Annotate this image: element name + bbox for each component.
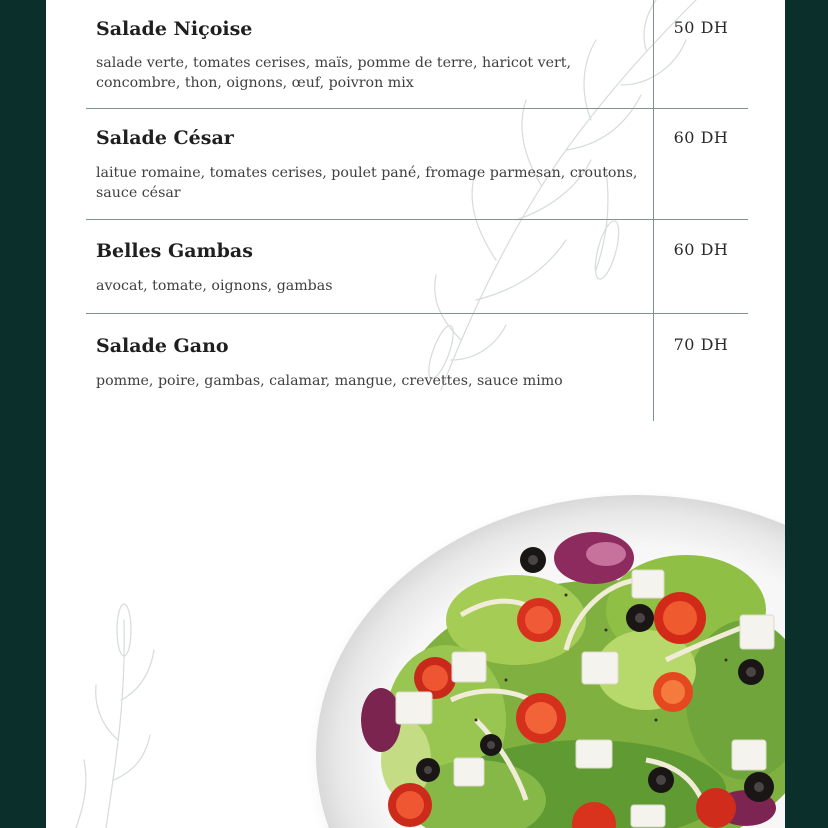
menu-item-price: 60 DH bbox=[673, 128, 729, 147]
menu-item-text bbox=[86, 220, 653, 297]
menu-item-name: Salade Gano bbox=[96, 335, 229, 357]
menu-item-description: pomme, poire, gambas, calamar, mangue, crevettes, sauce mimo bbox=[96, 373, 563, 389]
menu-item bbox=[86, 109, 748, 220]
menu-item bbox=[86, 0, 748, 109]
menu-item-price: 70 DH bbox=[673, 335, 729, 354]
menu-item-description: laitue romaine, tomates cerises, poulet pané, fromage parmesan, croutons, sauce césar bbox=[96, 165, 638, 201]
menu-item-text bbox=[86, 314, 653, 392]
menu-item bbox=[86, 220, 748, 314]
menu-item-price: 60 DH bbox=[673, 240, 729, 259]
menu-item-text bbox=[86, 109, 653, 203]
column-divider bbox=[653, 0, 654, 108]
column-divider bbox=[653, 109, 654, 219]
menu-page bbox=[46, 0, 785, 828]
menu-item-name: Belles Gambas bbox=[96, 240, 253, 262]
menu-item-name: Salade César bbox=[96, 127, 234, 149]
menu-list bbox=[86, 0, 748, 421]
menu-item-description: salade verte, tomates cerises, maïs, pomme de terre, haricot vert, concombre, thon, oignons, œuf, poivron mix bbox=[96, 55, 571, 91]
column-divider bbox=[653, 314, 654, 421]
menu-item-price: 50 DH bbox=[673, 18, 729, 37]
menu-item-text bbox=[86, 0, 653, 93]
menu-item bbox=[86, 314, 748, 421]
salad-plate-photo bbox=[46, 420, 785, 828]
menu-item-name: Salade Niçoise bbox=[96, 18, 253, 40]
column-divider bbox=[653, 220, 654, 313]
menu-item-description: avocat, tomate, oignons, gambas bbox=[96, 278, 333, 294]
